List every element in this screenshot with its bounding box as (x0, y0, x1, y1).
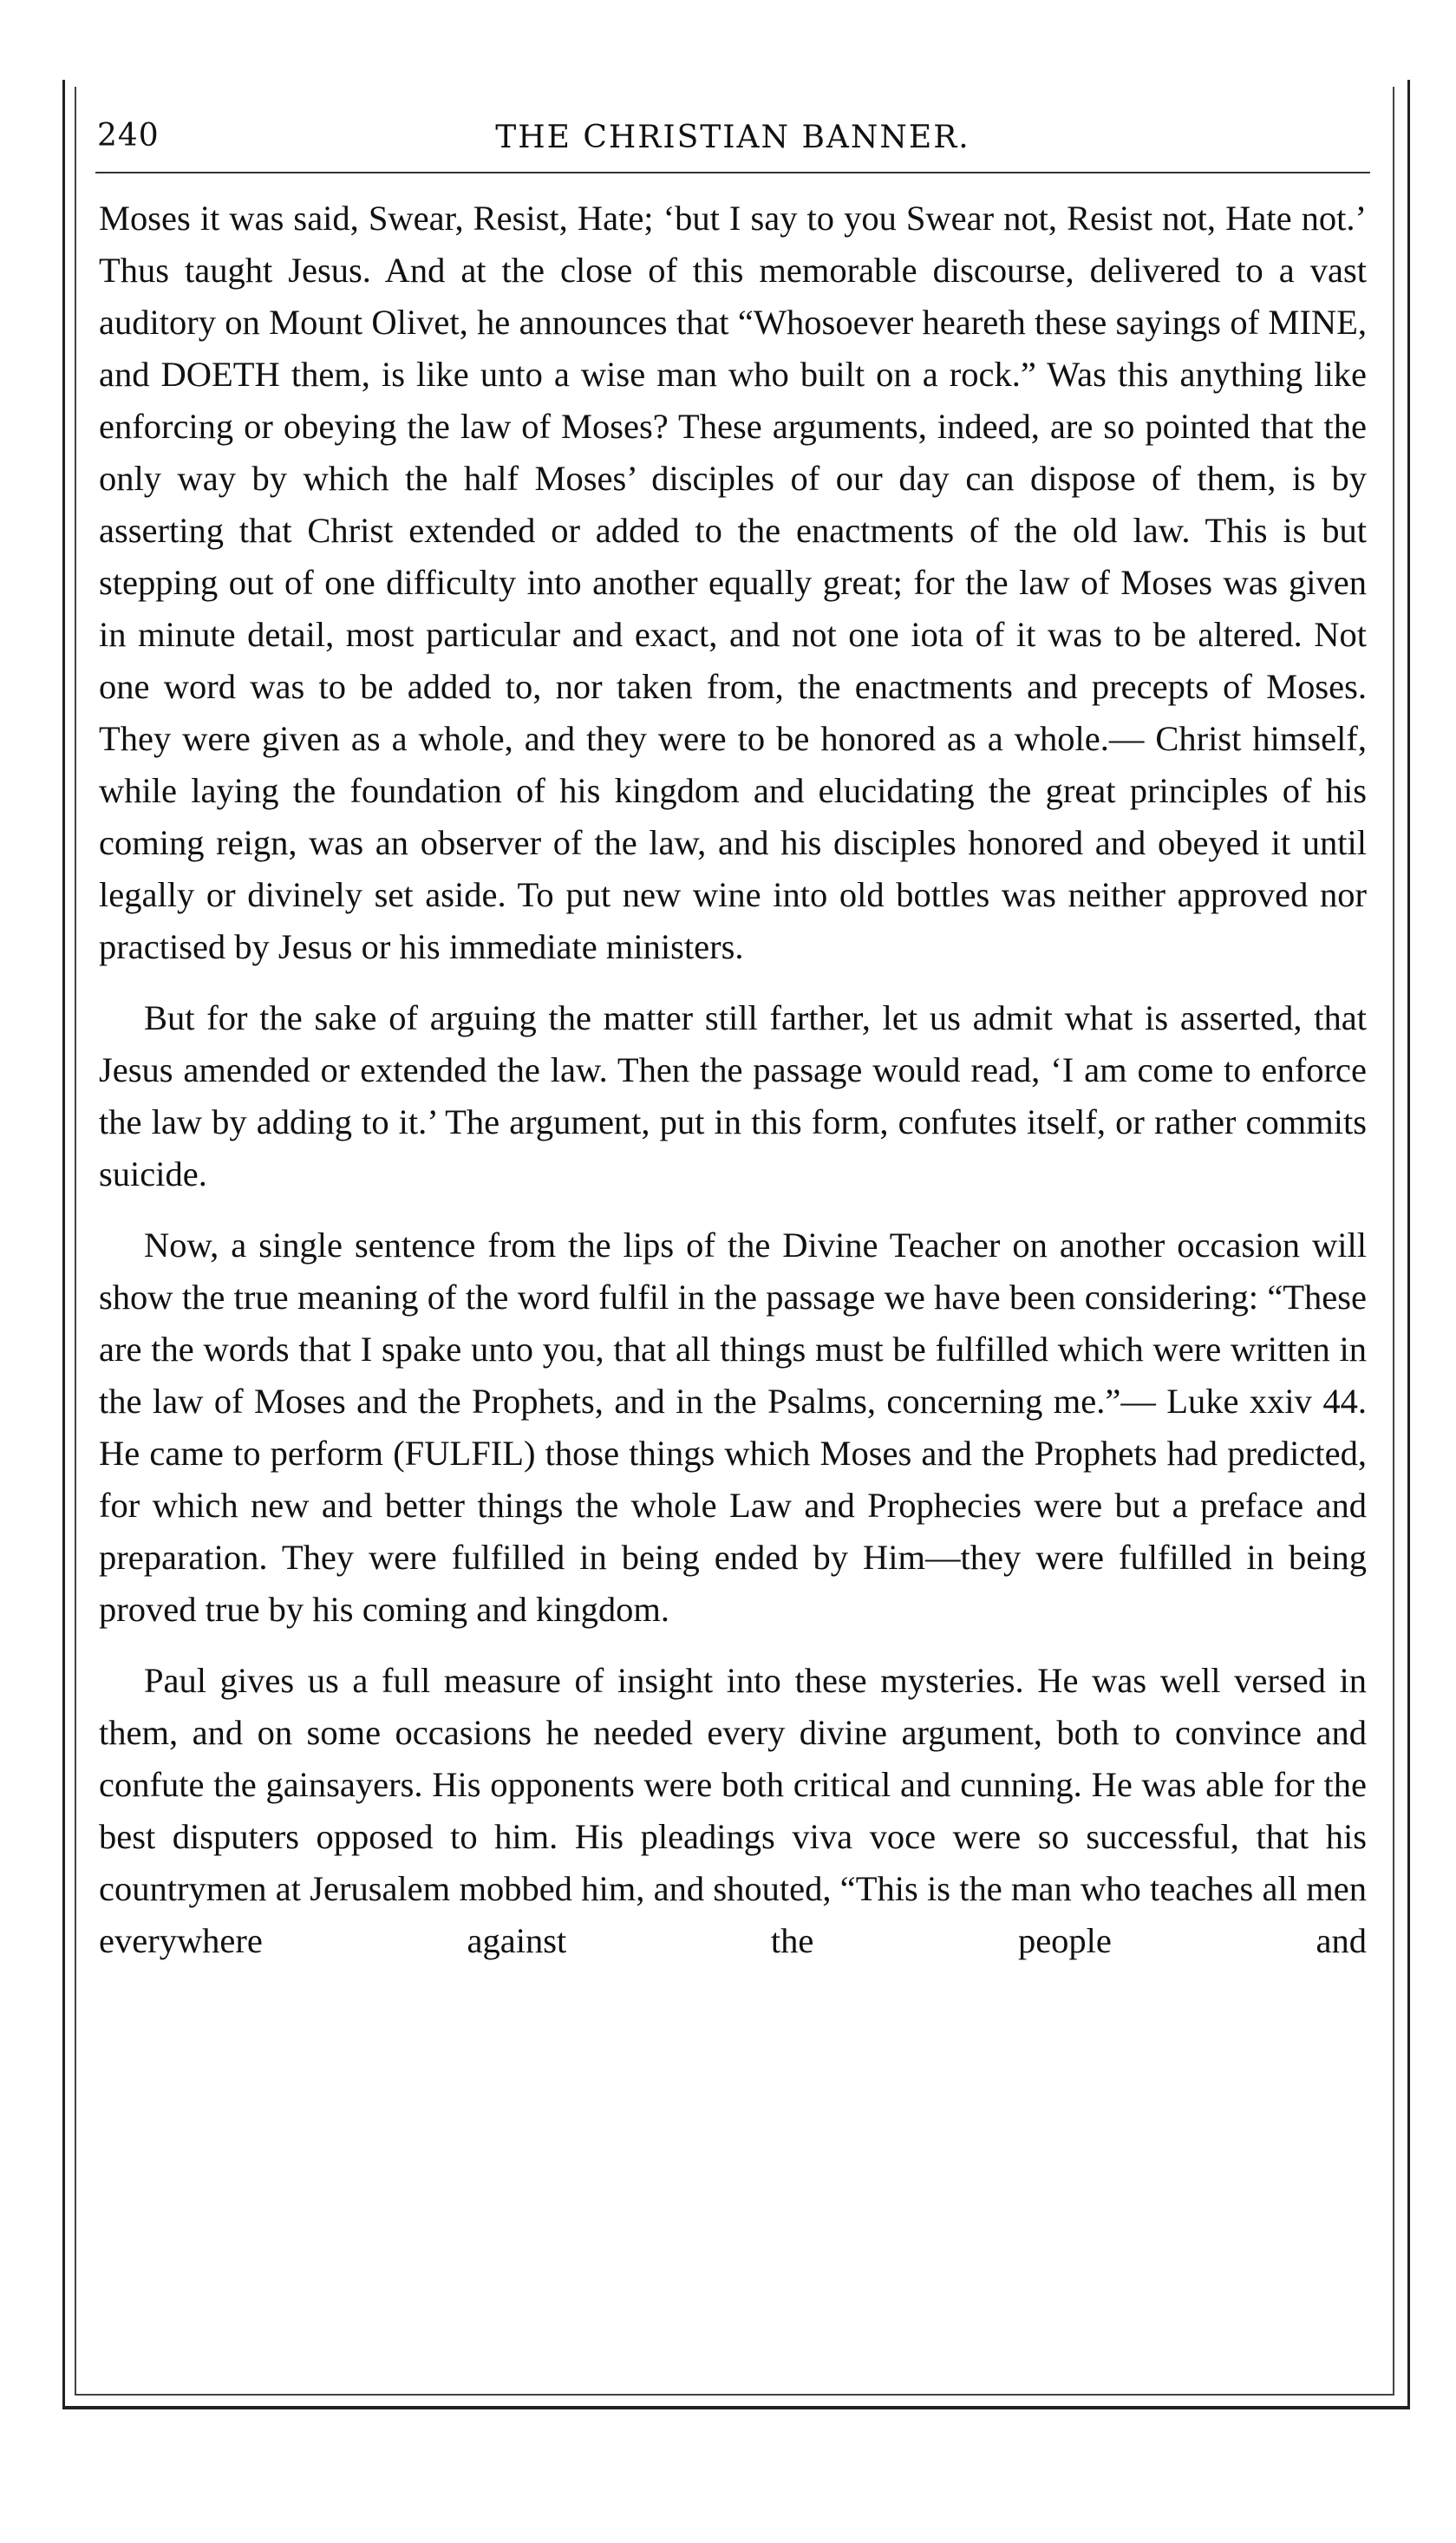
paragraph: But for the sake of arguing the matter still farther, let us admit what is asserted, that Jesus amended or extended the law. Then the passage would read, ‘I am come to enforce the law by adding to it.’ The argument, put in this form, confutes itself, or rather commits suicide. (99, 998, 1367, 1193)
paragraph-continued: Moses it was said, Swear, Resist, Hate; ‘but I say to you Swear not, Resist not, Hate not.’ Thus taught Jesus. And at the close of this memorable discourse, delivered to a vast auditory on Mount Olivet, he announces that “Whosoever heareth these sayings of MINE, and DOETH them, is like unto a wise man who built on a rock.” Was this anything like enforcing or obeying the law of Moses? These arguments, indeed, are so pointed that the only way by which the half Moses’ disciples of our day can dispose of them, is by asserting that Christ extended or added to the enactments of the old law. This is but stepping out of one difficulty into another equally great; for the law of Moses was given in minute detail, most particular and exact, and not one iota of it was to be altered. Not one word was to be added to, nor taken from, the enactments and precepts of Moses. They were given as a whole, and they were to be honored as a whole.— Christ himself, while laying the foundation of his kingdom and elucidating the great principles of his coming reign, was an observer of the law, and his disciples honored and obeyed it until legally or divinely set aside. To put new wine into old bottles was neither approved nor practised by Jesus or his immediate ministers. (99, 199, 1367, 966)
paragraph: Now, a single sentence from the lips of the Divine Teacher on another occasion will show the true meaning of the word fulfil in the passage we have been considering: “These are the words that I spake unto you, that all things must be fulfilled which were written in the law of Moses and the Prophets, and in the Psalms, concerning me.”— Luke xxiv 44. He came to perform (FULFIL) those things which Moses and the Prophets had predicted, for which new and better things the whole Law and Prophecies were but a preface and preparation. They were fulfilled in being ended by Him—they were fulfilled in being proved true by his coming and kingdom. (99, 1226, 1367, 1629)
header-rule (95, 172, 1370, 173)
paragraph-continues: Paul gives us a full measure of insight into these mysteries. He was well versed in them, and on some occasions he needed every divine argument, both to convince and confute the gainsayers. His opponents were both critical and cunning. He was able for the best disputers opposed to him. His pleadings viva voce were so successful, that his countrymen at Jerusalem mobbed him, and shouted, “This is the man who teaches all men everywhere against the people and (99, 1661, 1367, 1960)
page-header (95, 111, 1370, 172)
article-body (99, 193, 1367, 1967)
page-number: 240 (97, 118, 160, 154)
running-title: THE CHRISTIAN BANNER. (495, 120, 970, 155)
